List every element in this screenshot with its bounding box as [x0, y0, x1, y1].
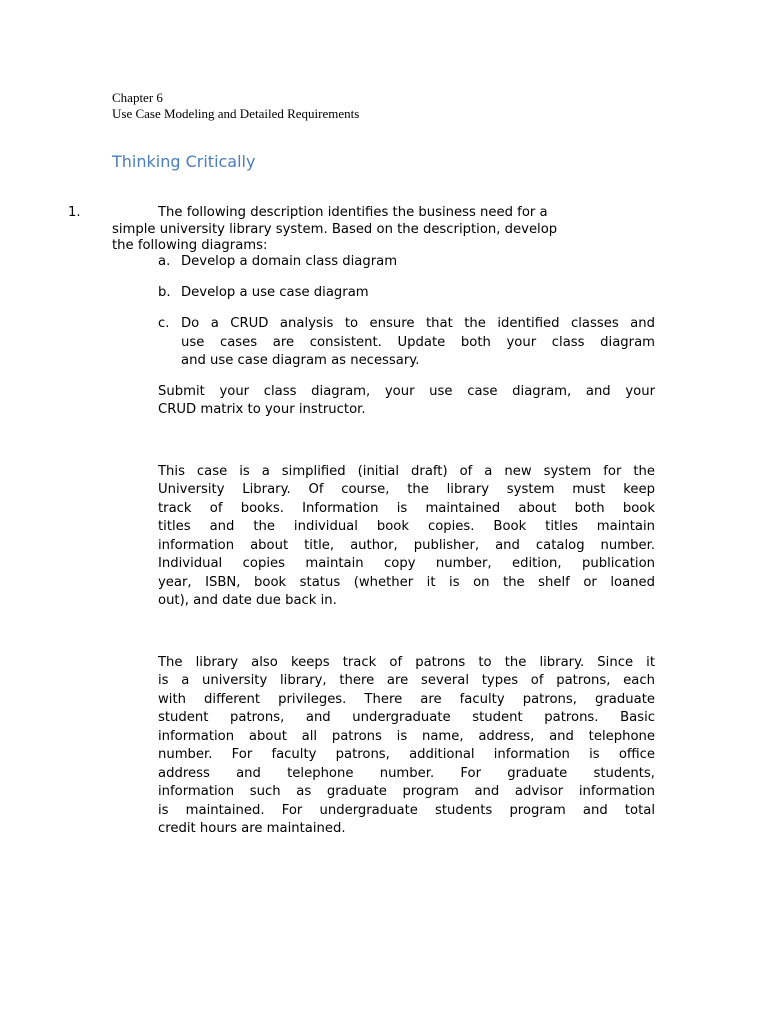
paragraph-line: is a university library, there are several types of patrons, each — [158, 673, 655, 688]
paragraph-line: titles and the individual book copies. Book titles maintain — [158, 519, 655, 534]
task-text-a: Develop a domain class diagram — [181, 254, 398, 269]
paragraph-line: address and telephone number. For graduate students, — [158, 766, 655, 781]
chapter-label: Chapter 6 — [112, 90, 163, 105]
task-label-a: a. — [158, 254, 171, 269]
paragraph-line: year, ISBN, book status (whether it is on the shelf or loaned — [158, 575, 655, 590]
paragraph-line: Individual copies maintain copy number, edition, publication — [158, 556, 655, 571]
paragraph-line: credit hours are maintained. — [158, 821, 346, 836]
question-number: 1. — [68, 205, 81, 220]
task-text-c: and use case diagram as necessary. — [181, 353, 420, 368]
task-text-b: Develop a use case diagram — [181, 285, 369, 300]
task-text-c: Do a CRUD analysis to ensure that the identified classes and — [181, 316, 655, 331]
section-title: Thinking Critically — [112, 152, 256, 171]
paragraph-line: information about all patrons is name, address, and telephone — [158, 729, 655, 744]
paragraph-line: The library also keeps track of patrons to the library. Since it — [158, 655, 655, 670]
task-text-c: use cases are consistent. Update both your class diagram — [181, 335, 655, 350]
paragraph-line: is maintained. For undergraduate students program and total — [158, 803, 655, 818]
intro-line: the following diagrams: — [112, 238, 268, 253]
intro-line: simple university library system. Based on the description, develop — [112, 222, 558, 237]
paragraph-line: with different privileges. There are faculty patrons, graduate — [158, 692, 655, 707]
submit-line: Submit your class diagram, your use case diagram, and your — [158, 384, 655, 399]
paragraph-line: number. For faculty patrons, additional information is office — [158, 747, 655, 762]
paragraph-line: information about title, author, publisher, and catalog number. — [158, 538, 655, 553]
paragraph-line: student patrons, and undergraduate student patrons. Basic — [158, 710, 655, 725]
chapter-subtitle: Use Case Modeling and Detailed Requirements — [112, 106, 360, 121]
intro-line: The following description identifies the business need for a — [158, 205, 548, 220]
submit-line: CRUD matrix to your instructor. — [158, 402, 366, 417]
paragraph-line: information such as graduate program and advisor information — [158, 784, 655, 799]
paragraph-line: This case is a simplified (initial draft) of a new system for the — [158, 464, 655, 479]
task-label-b: b. — [158, 285, 171, 300]
paragraph-line: out), and date due back in. — [158, 593, 337, 608]
paragraph-line: track of books. Information is maintained about both book — [158, 501, 655, 516]
task-label-c: c. — [158, 316, 170, 331]
paragraph-line: University Library. Of course, the library system must keep — [158, 482, 655, 497]
